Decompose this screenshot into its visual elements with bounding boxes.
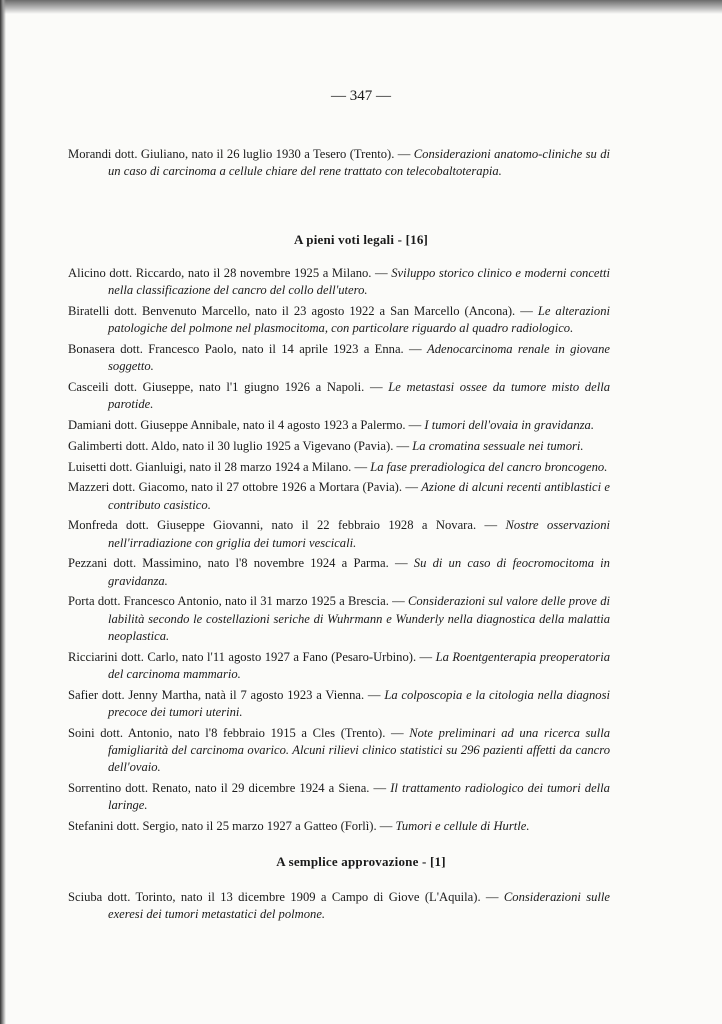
thesis-entry — [68, 725, 610, 777]
thesis-entry — [68, 479, 610, 513]
entry-author: Soini dott. Antonio, nato l'8 febbraio 1915 a Cles (Trento). — — [68, 725, 404, 740]
thesis-entry — [68, 687, 610, 721]
thesis-entry — [68, 649, 610, 683]
entry-title: Sviluppo storico clinico e moderni concetti nella classificazione del cancro del collo dell'utero. — [108, 266, 610, 298]
thesis-entry — [68, 417, 610, 434]
entry-title: Azione di alcuni recenti antiblastici e contributo casistico. — [108, 480, 610, 512]
thesis-entry — [68, 265, 610, 299]
entry-title: Nostre osservazioni nell'irradiazione con griglia dei tumori vescicali. — [108, 518, 610, 550]
thesis-entry — [68, 818, 610, 835]
entry-author: Biratelli dott. Benvenuto Marcello, nato il 23 agosto 1922 a San Marcello (Ancona). — — [68, 304, 533, 318]
entry-author: Alicino dott. Riccardo, nato il 28 novembre 1925 a Milano. — — [68, 266, 388, 280]
thesis-entry — [68, 459, 610, 476]
thesis-entry — [68, 780, 610, 814]
thesis-entry — [68, 438, 610, 455]
entry-title: La colposcopia e la citologia nella diagnosi precoce dei tumori uterini. — [108, 687, 610, 719]
entry-author: Morandi dott. Giuliano, nato il 26 luglio 1930 a Tesero (Trento). — — [68, 147, 411, 161]
entry-author: Stefanini dott. Sergio, nato il 25 marzo 1927 a Gatteo (Forlì). — — [68, 818, 393, 833]
entry-author: Galimberti dott. Aldo, nato il 30 luglio 1925 a Vigevano (Pavia). — — [68, 438, 410, 453]
entry-title: La fase preradiologica del cancro broncogeno. — [370, 459, 608, 474]
entry-author: Pezzani dott. Massimino, nato l'8 novembre 1924 a Parma. — — [68, 556, 408, 571]
entry-title: Considerazioni anatomo-cliniche su di un caso di carcinoma a cellule chiare del rene trattato con telecobaltoterapia. — [108, 147, 610, 179]
entry-author: Porta dott. Francesco Antonio, nato il 31 marzo 1925 a Brescia. — — [68, 594, 405, 609]
section1-entries — [68, 265, 610, 839]
entry-author: Casceili dott. Giuseppe, nato l'1 giugno 1926 a Napoli. — — [68, 380, 383, 394]
thesis-entry — [68, 146, 610, 180]
entry-author: Bonasera dott. Francesco Paolo, nato il 14 aprile 1923 a Enna. — — [68, 342, 422, 356]
entry-title: La cromatina sessuale nei tumori. — [412, 438, 584, 453]
section-heading-semplice-approvazione: A semplice approvazione - [1] — [276, 854, 446, 869]
thesis-entry — [68, 889, 610, 923]
scan-top-edge — [0, 0, 722, 14]
entry-title: Note preliminari ad una ricerca sulla famigliarità del carcinoma ovarico. Alcuni rilievi clinico statistici su 296 pazienti affetti da cancro dell'ovaio. — [108, 725, 610, 774]
thesis-entry — [68, 555, 610, 589]
scan-left-edge — [0, 0, 6, 1024]
section2-entries — [68, 889, 610, 927]
entry-author: Sciuba dott. Torinto, nato il 13 dicembre 1909 a Campo di Giove (L'Aquila). — — [68, 890, 499, 904]
thesis-entry — [68, 379, 610, 413]
entry-author: Luisetti dott. Gianluigi, nato il 28 marzo 1924 a Milano. — — [68, 459, 368, 474]
entry-author: Damiani dott. Giuseppe Annibale, nato il 4 agosto 1923 a Palermo. — — [68, 418, 422, 432]
entry-title: Adenocarcinoma renale in giovane soggetto. — [108, 342, 610, 374]
entry-title: Considerazioni sul valore delle prove di labilità secondo le costellazioni seriche di Wuhrmann e Wunderly nella diagnostica della malattia neoplastica. — [108, 594, 611, 643]
thesis-entry — [68, 341, 610, 375]
entry-title: La Roentgenterapia preoperatoria del carcinoma mammario. — [108, 649, 610, 681]
entry-author: Sorrentino dott. Renato, nato il 29 dicembre 1924 a Siena. — — [68, 780, 387, 795]
entry-author: Monfreda dott. Giuseppe Giovanni, nato il 22 febbraio 1928 a Novara. — — [68, 518, 498, 533]
intro-entries — [68, 146, 610, 184]
entry-title: Il trattamento radiologico dei tumori della laringe. — [108, 780, 610, 812]
entry-author: Ricciarini dott. Carlo, nato l'11 agosto 1927 a Fano (Pesaro-Urbino). — — [68, 649, 433, 664]
thesis-entry — [68, 303, 610, 337]
thesis-entry — [68, 593, 610, 645]
entry-title: I tumori dell'ovaia in gravidanza. — [424, 418, 594, 432]
entry-title: Tumori e cellule di Hurtle. — [395, 818, 530, 833]
entry-title: Le alterazioni patologiche del polmone nel plasmocitoma, con particolare riguardo al quadro radiologico. — [108, 304, 610, 336]
page-number: — 347 — — [331, 88, 391, 104]
entry-title: Considerazioni sulle exeresi dei tumori metastatici del polmone. — [108, 890, 610, 922]
entry-title: Le metastasi ossee da tumore misto della parotide. — [108, 380, 610, 412]
entry-author: Safier dott. Jenny Martha, natà il 7 agosto 1923 a Vienna. — — [68, 687, 381, 702]
entry-author: Mazzeri dott. Giacomo, nato il 27 ottobre 1926 a Mortara (Pavia). — — [68, 480, 418, 495]
entry-title: Su di un caso di feocromocitoma in gravidanza. — [108, 556, 610, 588]
thesis-entry — [68, 517, 610, 551]
section-heading-pieni-voti: A pieni voti legali - [16] — [293, 232, 429, 247]
